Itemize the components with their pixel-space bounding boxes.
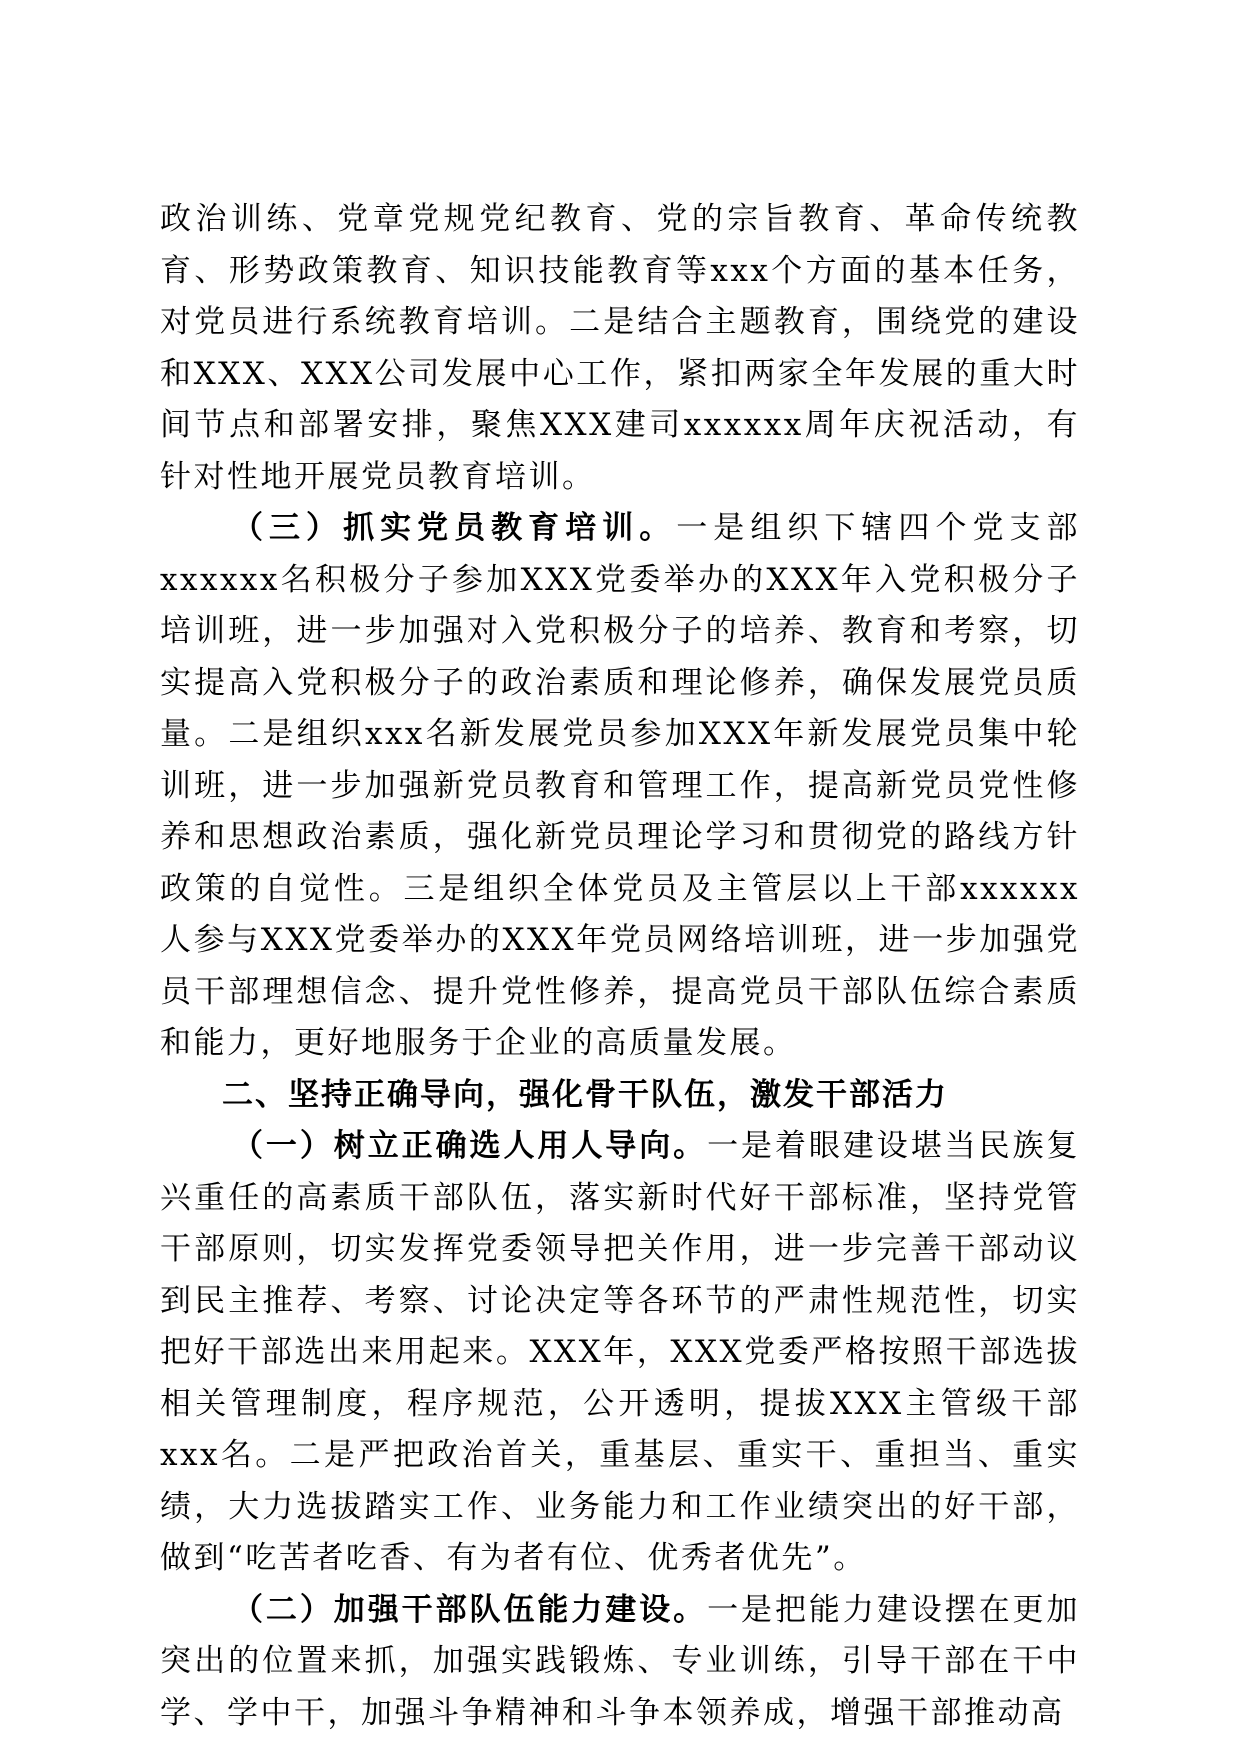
paragraph-party-member-training [160, 503, 1080, 1070]
paragraph-text: 一是组织下辖四个党支部xxxxxx名积极分子参加XXX党委举办的XXX年入党积极分子培训班，进一步加强对入党积极分子的培养、教育和考察，切实提高入党积极分子的政治素质和理论修养，确保发展党员质量。二是组织xxx名新发展党员参加XXX年新发展党员集中轮训班，进一步加强新党员教育和管理工作，提高新党员党性修养和思想政治素质，强化新党员理论学习和贯彻党的路线方针政策的自觉性。三是组织全体党员及主管层以上干部xxxxxx人参与XXX党委举办的XXX年党员网络培训班，进一步加强党员干部理想信念、提升党性修养，提高党员干部队伍综合素质和能力，更好地服务于企业的高质量发展。 [160, 510, 1081, 1061]
paragraph-cadre-capability [160, 1585, 1080, 1740]
paragraph-subtitle: （一）树立正确选人用人导向。 [232, 1128, 708, 1164]
document-body [160, 194, 1080, 1739]
paragraph-text: 一是把能力建设摆在更加突出的位置来抓，加强实践锻炼、专业训练，引导干部在干中学、学中干，加强斗争精神和斗争本领养成，增强干部推动高 [160, 1591, 1080, 1731]
section-heading: 二、坚持正确导向，强化骨干队伍，激发干部活力 [222, 1076, 948, 1113]
paragraph-text: 政治训练、党章党规党纪教育、党的宗旨教育、革命传统教育、形势政策教育、知识技能教育等xxx个方面的基本任务，对党员进行系统教育培训。二是结合主题教育，围绕党的建设和XXX、XXX公司发展中心工作，紧扣两家全年发展的重大时间节点和部署安排，聚焦XXX建司xxxxxx周年庆祝活动，有针对性地开展党员教育培训。 [160, 201, 1080, 495]
paragraph-subtitle: （二）加强干部队伍能力建设。 [232, 1591, 708, 1628]
paragraph-selection-orientation [160, 1121, 1080, 1585]
paragraph-text: 一是着眼建设堪当民族复兴重任的高素质干部队伍，落实新时代好干部标准，坚持党管干部原则，切实发挥党委领导把关作用，进一步完善干部动议到民主推荐、考察、讨论决定等各环节的严肃性规范性，切实把好干部选出来用起来。XXX年，XXX党委严格按照干部选拔相关管理制度，程序规范，公开透明，提拔XXX主管级干部xxx名。二是严把政治首关，重基层、重实干、重担当、重实绩，大力选拔踏实工作、业务能力和工作业绩突出的好干部，做到“吃苦者吃香、有为者有位、优秀者优先”。 [160, 1128, 1080, 1576]
paragraph-subtitle: （三）抓实党员教育培训。 [232, 510, 677, 546]
paragraph-continued [160, 194, 1080, 503]
